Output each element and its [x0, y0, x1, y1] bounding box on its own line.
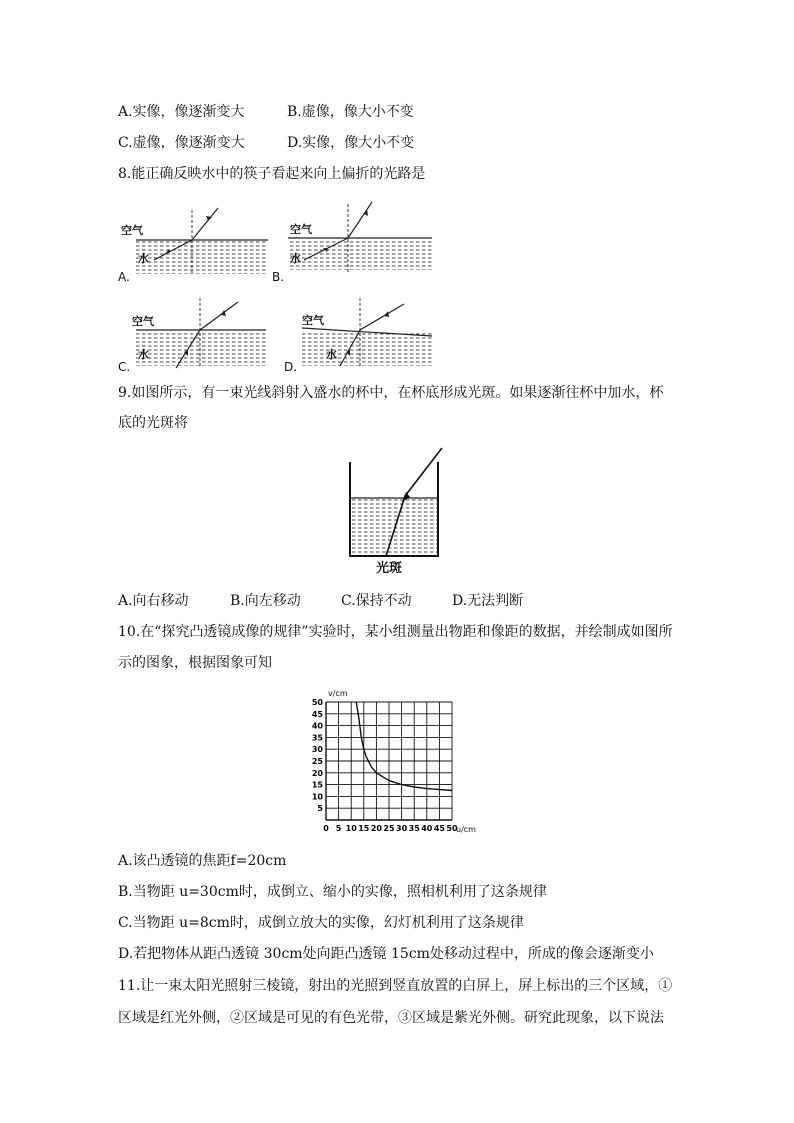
q7-option-c: C.虚像，像逐渐变大: [118, 135, 245, 151]
chart-xtick-label: 25: [383, 824, 395, 833]
q9-cup-figure: [340, 446, 450, 578]
q9-stem-line1: 9.如图所示，有一束光线斜射入盛水的杯中，在杯底形成光斑。如果逐渐往杯中加水，杯: [118, 385, 664, 401]
q8-figure-a: [118, 204, 268, 284]
chart-xtick-label: 0: [323, 824, 329, 833]
q8b-label: B.: [272, 270, 285, 284]
q8d-air-label: 空气: [302, 314, 324, 327]
q9-stem-line2: 底的光斑将: [118, 415, 188, 431]
q8-figure-b: [272, 200, 432, 285]
q8-figure-d: [284, 296, 434, 374]
chart-ylabel: v/cm: [328, 689, 348, 698]
chart-ytick-label: 50: [311, 698, 323, 707]
q7-option-a: A.实像，像逐渐变大: [118, 104, 245, 120]
chart-xtick-label: 45: [433, 824, 445, 833]
q8d-water-label: 水: [326, 348, 337, 361]
q10-option-d: D.若把物体从距凸透镜 30cm处向距凸透镜 15cm处移动过程中，所成的像会逐渐变小: [118, 946, 654, 962]
q8b-water-label: 水: [290, 252, 301, 265]
q8d-label: D.: [284, 360, 298, 374]
q10-option-c: C.当物距 u=8cm时，成倒立放大的实像，幻灯机利用了这条规律: [118, 915, 524, 931]
chart-ytick-label: 10: [311, 792, 323, 802]
q8a-water-label: 水: [138, 252, 149, 265]
q9-option-d: D.无法判断: [452, 593, 524, 609]
q9-option-c: C.保持不动: [341, 593, 412, 609]
q10-stem-line2: 示的图象，根据图象可知: [118, 655, 272, 671]
chart-ytick-label: 35: [311, 733, 323, 743]
chart-ytick-label: 25: [311, 757, 323, 766]
chart-ytick-label: 40: [311, 721, 323, 731]
q8a-label: A.: [118, 270, 130, 284]
q8b-air-label: 空气: [290, 223, 312, 236]
q10-stem-line1: 10.在“探究凸透镜成像的规律”实验时，某小组测量出物距和像距的数据，并绘制成如图所: [118, 624, 673, 640]
chart-series-line: [356, 702, 452, 791]
chart-xtick-label: 10: [345, 824, 357, 833]
chart-xlabel: u/cm: [456, 825, 476, 834]
q10-option-b: B.当物距 u=30cm时，成倒立、缩小的实像，照相机利用了这条规律: [118, 884, 547, 900]
chart-xtick-label: 35: [408, 824, 420, 833]
q9-spot-label: 光斑: [376, 561, 403, 576]
q11-stem-line2: 区域是红光外侧，②区域是可见的有色光带，③区域是紫光外侧。研究此现象，以下说法: [118, 1010, 664, 1026]
chart-ytick-label: 45: [311, 709, 323, 719]
q8-stem: 8.能正确反映水中的筷子看起来向上偏折的光路是: [118, 166, 426, 182]
chart-ytick-label: 20: [311, 768, 323, 778]
chart-xtick-label: 30: [396, 824, 408, 833]
chart-ytick-label: 5: [317, 804, 323, 814]
q8c-water-label: 水: [138, 348, 149, 361]
chart-xtick-label: 50: [446, 824, 458, 833]
chart-xtick-label: 15: [358, 824, 370, 833]
q8c-label: C.: [118, 360, 131, 374]
q9-option-a: A.向右移动: [118, 593, 189, 609]
q10-option-a: A.该凸透镜的焦距f=20cm: [118, 853, 287, 869]
chart-xtick-label: 20: [370, 824, 382, 833]
q8c-air-label: 空气: [132, 315, 154, 328]
chart-xtick-label: 40: [421, 824, 433, 833]
q10-chart: [306, 686, 486, 838]
q7-option-d: D.实像，像大小不变: [287, 135, 415, 151]
q11-stem-line1: 11.让一束太阳光照射三棱镜，射出的光照到竖直放置的白屏上，屏上标出的三个区域，①: [118, 978, 673, 994]
q8-figure-c: [118, 296, 268, 374]
q9-option-b: B.向左移动: [230, 593, 301, 609]
q7-option-b: B.虚像，像大小不变: [287, 104, 414, 120]
chart-ytick-label: 30: [311, 745, 323, 755]
chart-xtick-label: 5: [335, 824, 342, 833]
chart-ytick-label: 15: [311, 780, 323, 790]
q8a-air-label: 空气: [121, 224, 143, 237]
